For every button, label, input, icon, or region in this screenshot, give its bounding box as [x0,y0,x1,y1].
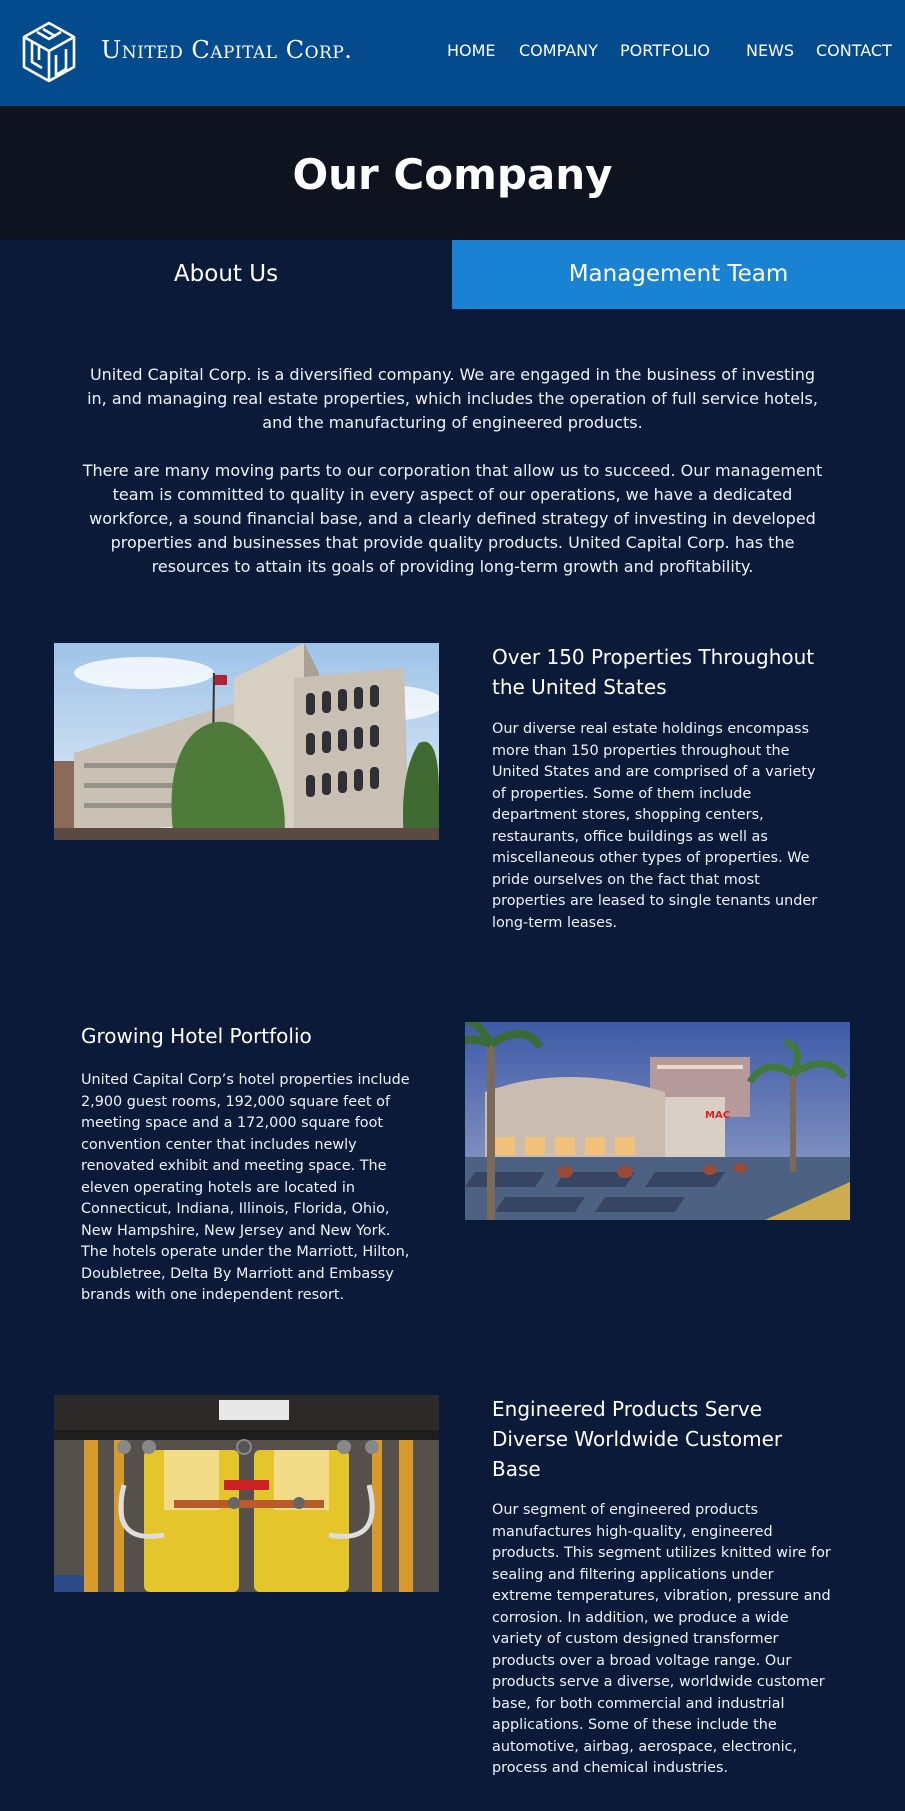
hotel-photo [465,1022,850,1220]
hotels-heading: Growing Hotel Portfolio [81,1024,312,1048]
office-building-photo [54,643,439,840]
nav-portfolio-link[interactable]: PORTFOLIO [620,41,710,60]
intro-paragraph-2: There are many moving parts to our corporation that allow us to succeed. Our management team is committed to quality in every aspect of our operations, we have a dedicated workforce, a sound financial base, and a clearly defined strategy of investing in developed properties and businesses that provide quality products. United Capital Corp. has the resources to attain its goals of providing long-term growth and profitability. [82,461,823,576]
transformer-photo [54,1395,439,1592]
company-tabs [0,240,905,309]
tab-about-us[interactable]: About Us [0,240,452,309]
tab-management-team[interactable]: Management Team [452,240,905,309]
nav-contact-link[interactable]: CONTACT [816,41,892,60]
engineered-heading: Engineered Products Serve Diverse Worldwide Customer Base [492,1397,783,1481]
nav-company-link[interactable]: COMPANY [519,41,598,60]
page-title: Our Company [292,150,613,199]
hotels-description: United Capital Corp’s hotel properties include 2,900 guest rooms, 192,000 square feet of meeting space and a 172,000 square foot convention center that includes newly renovated exhibit and meeting space. The eleven operating hotels are located in Connecticut, Indiana, Illinois, Florida, Ohio, New Hampshire, New Jersey and New York. The hotels operate under the Marriott, Hilton, Doubletree, Delta By Marriott and Embassy brands with one independent resort. [81,1072,410,1303]
company-name[interactable]: United Capital Corp. [101,36,353,64]
site-header [0,0,905,106]
nav-news-link[interactable]: NEWS [746,41,795,60]
nav-home-link[interactable]: HOME [447,41,496,60]
intro-paragraph-1: United Capital Corp. is a diversified company. We are engaged in the business of investing in, and managing real estate properties, which includes the operation of full service hotels, and the manufacturing of engineered products. [87,365,818,432]
svg-text:MAC: MAC [705,1110,731,1121]
main-nav [0,41,905,65]
engineered-description: Our segment of engineered products manufactures high-quality, engineered products. This segment utilizes knitted wire for sealing and filtering applications under extreme temperatures, vibration, pressure and corrosion. In addition, we produce a wide variety of custom designed transformer products over a broad voltage range. Our products serve a diverse, worldwide customer base, for both commercial and industrial applications. Some of these include the automotive, airbag, aerospace, electronic, process and chemical industries. [492,1502,831,1776]
properties-description: Our diverse real estate holdings encompass more than 150 properties throughout the United States and are comprised of a variety of properties. Some of them include department stores, shopping centers, restaurants, office buildings as well as miscellaneous other types of properties. We pride ourselves on the fact that most properties are leased to single tenants under long-term leases. [492,721,818,931]
page-hero [0,106,905,240]
properties-heading: Over 150 Properties Throughout the United States [492,645,815,699]
